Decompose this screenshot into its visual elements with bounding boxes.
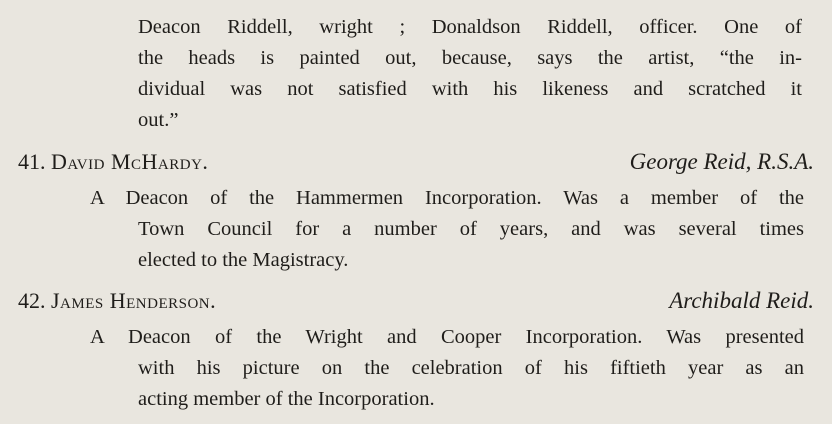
text-line: A Deacon of the Wright and Cooper Incorporation. Was presented <box>90 326 804 348</box>
entry-name: James Henderson. <box>51 288 217 313</box>
entry-number: 42. <box>18 288 46 313</box>
entry-artist: George Reid, R.S.A. <box>629 149 814 174</box>
text-line: acting member of the Incorporation. <box>138 388 435 410</box>
text-line: Deacon Riddell, wright ; Donaldson Riddell, officer. One of <box>138 16 802 38</box>
entry-number: 41. <box>18 149 46 174</box>
text-line: out.” <box>138 109 179 131</box>
entry-heading <box>18 146 814 178</box>
text-line: elected to the Magistracy. <box>138 249 349 271</box>
text-line: dividual was not satisfied with his likeness and scratched it <box>138 78 802 100</box>
entry-heading <box>18 285 814 317</box>
entry-artist: Archibald Reid. <box>669 288 814 313</box>
text-line: with his picture on the celebration of his fiftieth year as an <box>138 357 804 379</box>
text-line: the heads is painted out, because, says the artist, “the in- <box>138 47 802 69</box>
entry-name: David McHardy. <box>51 149 209 174</box>
text-line: Town Council for a number of years, and was several times <box>138 218 804 240</box>
text-line: A Deacon of the Hammermen Incorporation. Was a member of the <box>90 187 804 209</box>
